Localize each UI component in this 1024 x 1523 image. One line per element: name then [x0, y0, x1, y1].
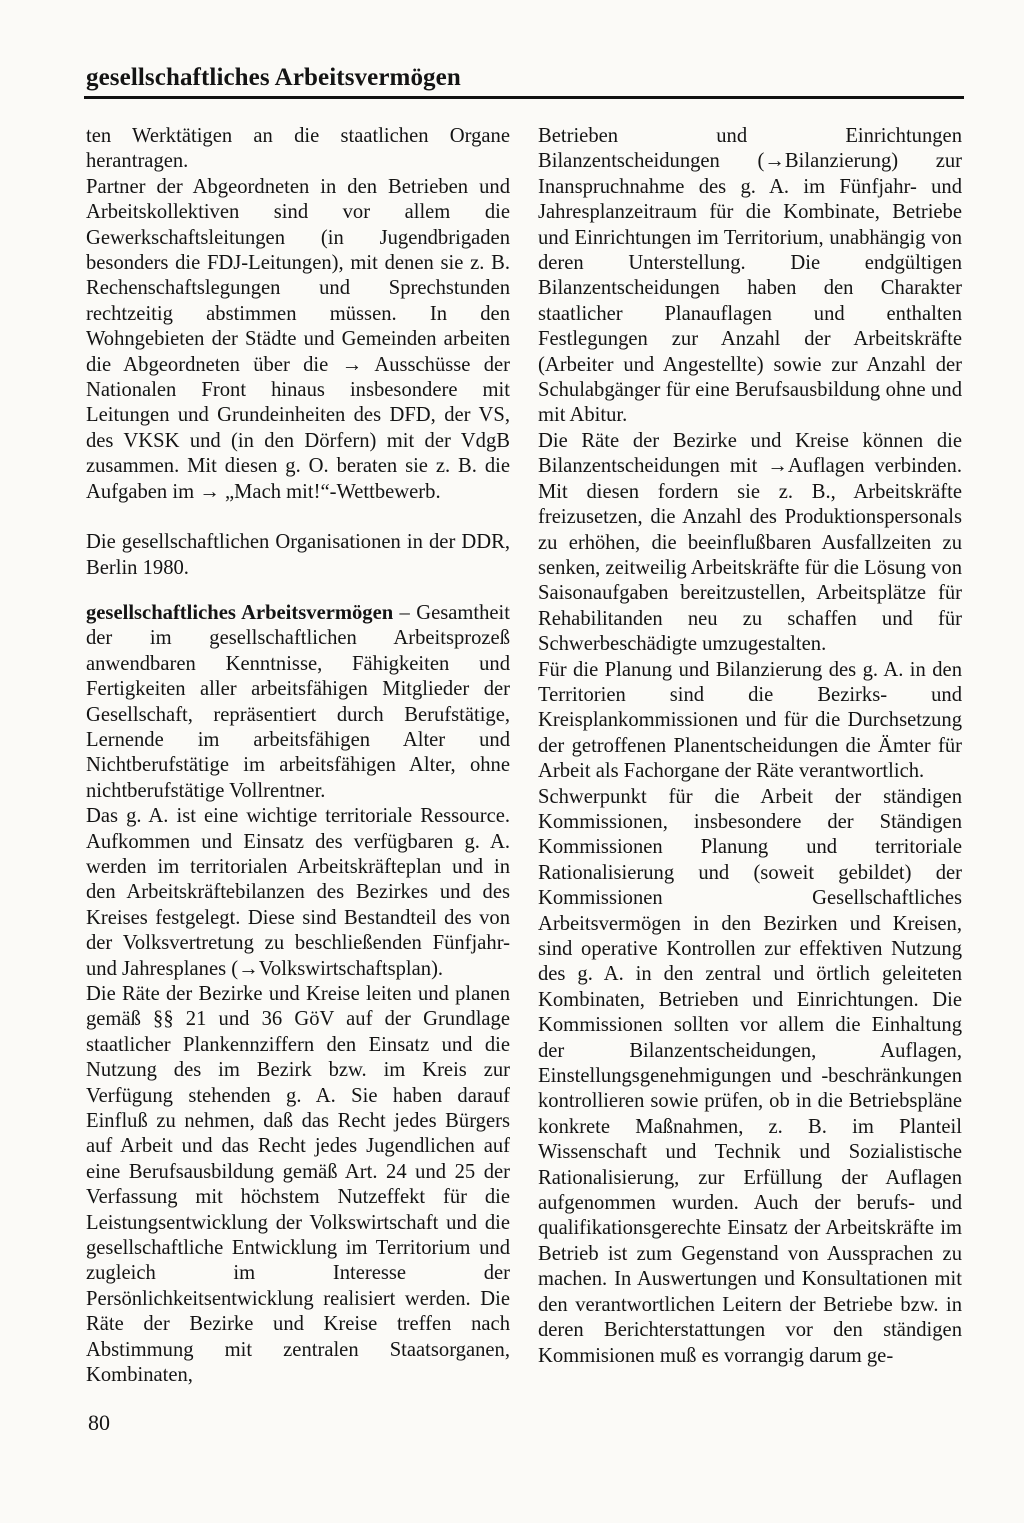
entry-term: gesellschaftliches Arbeitsvermögen	[86, 601, 394, 624]
paragraph: Betrieben und Einrichtungen Bilanzentscheidungen (→Bilanzierung) zur Inanspruchnahme des g. A. im Fünfjahr- und Jahresplanzeitraum für die Kombinate, Betriebe und Einrichtungen im Territorium, unabhängig von deren Unterstellung. Die endgültigen Bilanzentscheidungen haben den Charakter staatlicher Planauflagen und enthalten Festlegungen zur Anzahl der Arbeitskräfte (Arbeiter und Angestellte) sowie zur Anzahl der Schulabgänger für eine Berufsausbildung ohne und mit Abitur.	[538, 125, 962, 427]
paragraph: ten Werktätigen an die staatlichen Organe herantragen.	[86, 125, 510, 173]
reference-citation: Die gesellschaftlichen Organisationen in der DDR, Berlin 1980.	[86, 531, 510, 579]
paragraph: Partner der Abgeordneten in den Betrieben und Arbeitskollektiven sind vor allem die Gewerkschaftsleitungen (in Jugendbrigaden besonders die FDJ-Leitungen), mit denen sie z. B. Rechenschaftslegungen und Sprechstunden rechtzeitig abstimmen müssen. In den Wohngebieten der Städte und Gemeinden arbeiten die Abgeordneten über die → Ausschüsse der Nationalen Front hinaus insbesondere mit Leitungen und Grundeinheiten des DFD, der VS, des VKSK und (in den Dörfern) mit der VdgB zusammen. Mit diesen g. O. beraten sie z. B. die Aufgaben im → „Mach mit!“-Wettbewerb.	[86, 175, 510, 503]
left-column	[86, 124, 510, 1389]
running-header	[84, 60, 964, 99]
right-column	[538, 124, 962, 1369]
paragraph: Die Räte der Bezirke und Kreise leiten und planen gemäß §§ 21 und 36 GöV auf der Grundlage staatlicher Plankennziffern den Einsatz und die Nutzung des im Bezirk bzw. im Kreis zur Verfügung stehenden g. A. Sie haben darauf Einfluß zu nehmen, daß das Recht jedes Bürgers auf Arbeit und das Recht jedes Jugendlichen auf eine Berufsausbildung gemäß Art. 24 und 25 der Verfassung mit höchstem Nutzeffekt für die Leistungsentwicklung der Volkswirtschaft und die gesellschaftliche Entwicklung im Territorium und zugleich im Interesse der Persönlichkeitsentwicklung realisiert werden. Die Räte der Bezirke und Kreise treffen nach Abstimmung mit zentralen Staatsorganen, Kombinaten,	[86, 983, 510, 1387]
paragraph: Schwerpunkt für die Arbeit der ständigen Kommissionen, insbesondere der Ständigen Kommissionen Planung und territoriale Rationalisierung und (soweit gebildet) der Kommissionen Gesellschaftliches Arbeitsvermögen in den Bezirken und Kreisen, sind operative Kontrollen zur effektiven Nutzung des g. A. in den zentral und örtlich geleiteten Kombinaten, Betrieben und Einrichtungen. Die Kommissionen sollten vor allem die Einhaltung der Bilanzentscheidungen, Auflagen, Einstellungsgenehmigungen und -beschränkungen kontrollieren sowie prüfen, ob in die Betriebspläne konkrete Maßnahmen, z. B. im Planteil Wissenschaft und Technik und Sozialistische Rationalisierung, zur Erfüllung der Auflagen aufgenommen wurden. Auch der berufs- und qualifikationsgerechte Einsatz der Arbeitskräfte im Betrieb ist zum Gegenstand von Aussprachen zu machen. In Auswertungen und Konsultationen mit den verantwortlichen Leitern der Betriebe bzw. in deren Berichterstattungen vor den ständigen Kommisionen muß es vorrangig darum ge-	[538, 785, 962, 1367]
page-number: 80	[88, 1410, 110, 1435]
paragraph: Für die Planung und Bilanzierung des g. A. in den Territorien sind die Bezirks- und Kreisplankommissionen und für die Durchsetzung der getroffenen Planentscheidungen die Ämter für Arbeit als Fachorgane der Räte verantwortlich.	[538, 658, 962, 783]
running-title: gesellschaftliches Arbeitsvermögen	[86, 64, 461, 91]
paragraph: Das g. A. ist eine wichtige territoriale Ressource. Aufkommen und Einsatz des verfügbaren g. A. werden im territorialen Arbeitskräfteplan und in den Arbeitskräftebilanzen des Bezirkes und des Kreises festgelegt. Diese sind Bestandteil des von der Volksvertretung zu beschließenden Fünfjahr- und Jahresplanes (→Volkswirtschaftsplan).	[86, 805, 510, 980]
paragraph: Die Räte der Bezirke und Kreise können die Bilanzentscheidungen mit →Auflagen verbinden. Mit diesen fordern sie z. B., Arbeitskräfte freizusetzen, die Anzahl des Produktionspersonals zu erhöhen, die beeinflußbaren Ausfallzeiten zu senken, zeitweilig Arbeitskräfte für die Lösung von Saisonaufgaben bereitzustellen, Arbeitsplätze für Rehabilitanden neu zu schaffen und für Schwerbeschädigte umzugestalten.	[538, 429, 962, 656]
entry-paragraph	[86, 601, 510, 804]
entry-definition: – Gesamtheit der im gesellschaftlichen Arbeitsprozeß anwendbaren Kenntnisse, Fähigkeiten und Fertigkeiten aller arbeitsfähigen Mitglieder der Gesellschaft, repräsentiert durch Berufstätige, Lernende im arbeitsfähigen Alter und Nichtberufstätige im arbeitsfähigen Alter, ohne nichtberufstätige Vollrentner.	[86, 601, 511, 802]
